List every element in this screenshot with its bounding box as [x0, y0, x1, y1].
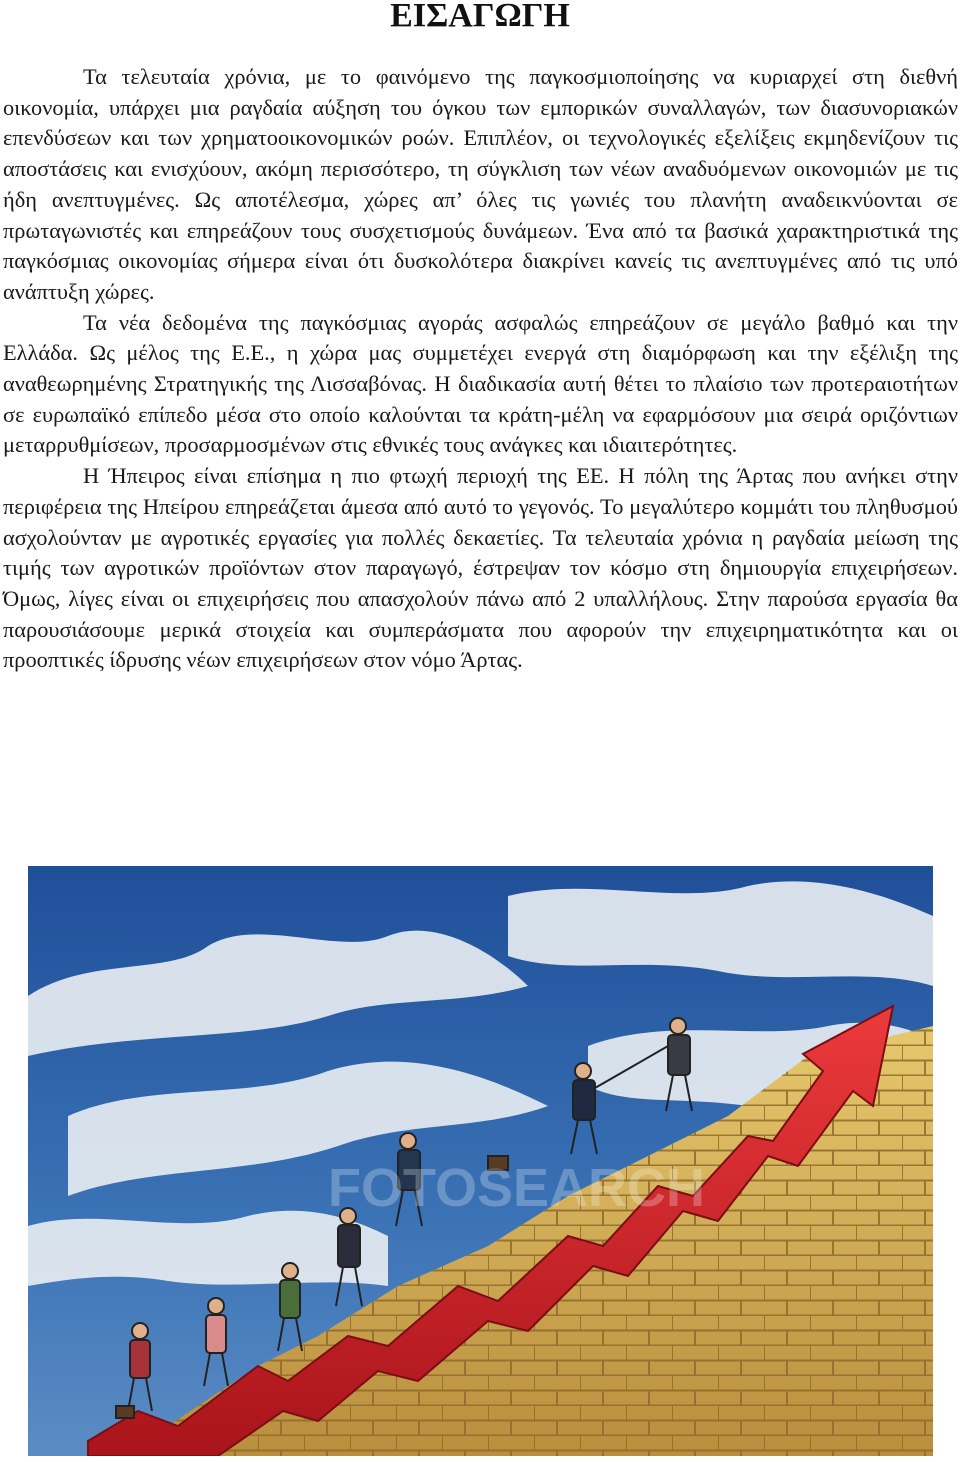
growth-arrow-illustration: [28, 866, 933, 1456]
body-text: [3, 62, 958, 676]
paragraph-1: Τα τελευταία χρόνια, με το φαινόμενο της παγκοσμιοποίησης να κυριαρχεί στη διεθνή οικονομία, υπάρχει μια ραγδαία αύξηση του όγκου των εμπορικών συναλλαγών, των διασυνοριακών επενδύσεων και των χρηματοοικονομικών ροών. Επιπλέον, οι τεχνολογικές εξελίξεις εκμηδενίζουν τις αποστάσεις και ενισχύουν, ακόμη περισσότερο, τη σύγκλιση των νέων αναδυόμενων οικονομιών με τις ήδη ανεπτυγμένες. Ως αποτέλεσμα, χώρες απ’ όλες τις γωνιές του πλανήτη αναδεικνύονται σε πρωταγωνιστές και επηρεάζουν τους συσχετισμούς δυνάμεων. Ένα από τα βασικά χαρακτηριστικά της παγκόσμιας οικονομίας σήμερα είναι ότι δυσκολότερα διακρίνει κανείς τις ανεπτυγμένες από τις υπό ανάπτυξη χώρες.: [3, 64, 958, 304]
watermark: FOTOSEARCH: [328, 1158, 706, 1218]
page-title: ΕΙΣΑΓΩΓΗ: [390, 0, 570, 34]
paragraph-3: Η Ήπειρος είναι επίσημα η πιο φτωχή περιοχή της ΕΕ. Η πόλη της Άρτας που ανήκει στην περιφέρεια της Ηπείρου επηρεάζεται άμεσα από αυτό το γεγονός. Το μεγαλύτερο κομμάτι του πληθυσμού ασχολούνταν με αγροτικές εργασίες για πολλές δεκαετίες. Τα τελευταία χρόνια η ραγδαία μείωση της τιμής των αγροτικών προϊόντων στον παραγωγό, έστρεψαν τον κόσμο στη δημιουργία επιχειρήσεων. Όμως, λίγες είναι οι επιχειρήσεις που απασχολούν πάνω από 2 υπαλλήλους. Στην παρούσα εργασία θα παρουσιάσουμε μερικά στοιχεία και συμπεράσματα που αφορούν την επιχειρηματικότητα και οι προοπτικές ίδρυσης νέων επιχειρήσεων στον νόμο Άρτας.: [3, 463, 958, 673]
paragraph-2: Τα νέα δεδομένα της παγκόσμιας αγοράς ασφαλώς επηρεάζουν σε μεγάλο βαθμό και την Ελλάδα. Ως μέλος της Ε.Ε., η χώρα μας συμμετέχει ενεργά στη διαμόρφωση και την εξέλιξη της αναθεωρημένης Στρατηγικής της Λισσαβόνας. Η διαδικασία αυτή θέτει το πλαίσιο των προτεραιοτήτων σε ευρωπαϊκό επίπεδο μέσα στο οποίο καλούνται τα κράτη-μέλη να εφαρμόσουν μια σειρά οριζόντιων μεταρρυθμίσεων, προσαρμοσμένων στις εθνικές τους ανάγκες και ιδιαιτερότητες.: [3, 309, 958, 458]
